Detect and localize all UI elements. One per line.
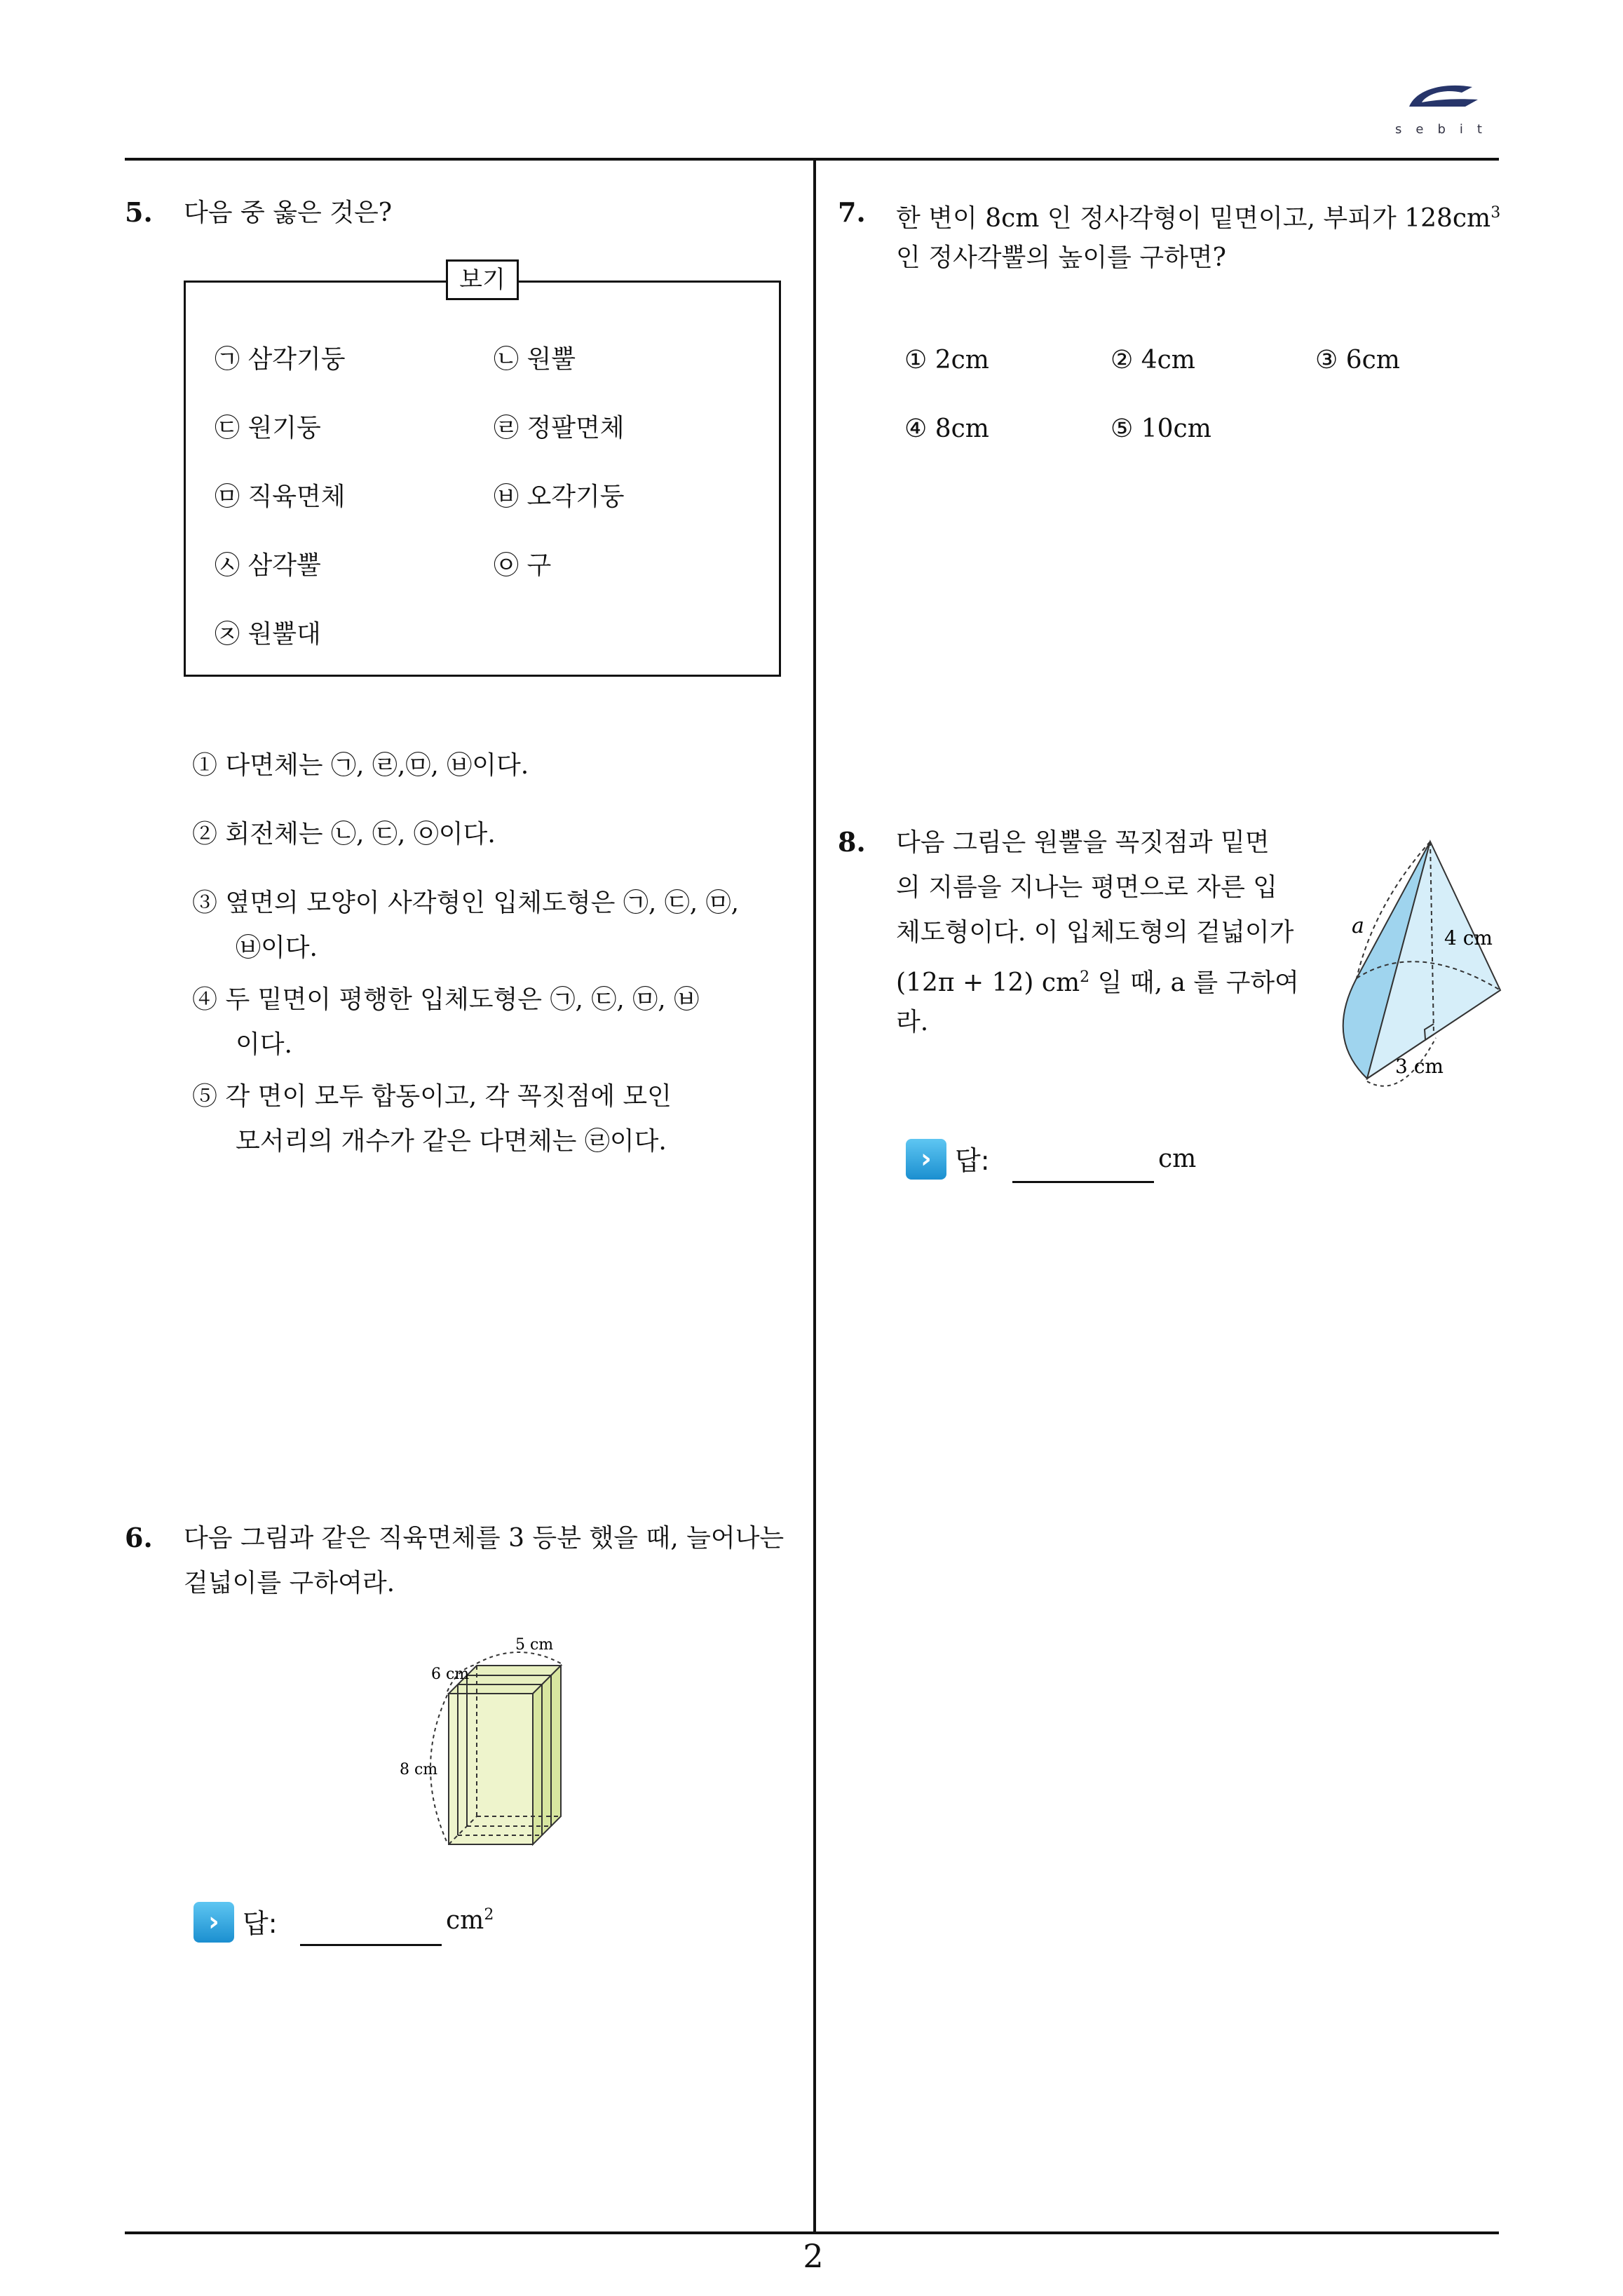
q6-label-depth: 6 cm [431,1666,470,1683]
bogi-item: ㉢ 원기둥 [215,414,321,443]
q7-choice-5[interactable]: ⑤ 10cm [1111,414,1211,443]
q5-text: 다음 중 옳은 것은? [184,198,393,227]
q5-option-5-cont: 모서리의 개수가 같은 다면체는 ㉣이다. [236,1127,667,1156]
q5-option-5[interactable]: ⑤ 각 면이 모두 합동이고, 각 꼭짓점에 모인 [192,1082,672,1111]
sebit-logo-mark [1395,79,1493,121]
q8-answer-field[interactable] [1012,1181,1154,1183]
page-number: 2 [803,2237,824,2275]
sebit-logo [1395,79,1496,142]
q6-cuboid-figure [393,1627,603,1858]
q8-half-cone-figure [1332,828,1514,1094]
q5-option-4-cont: 이다. [236,1030,292,1059]
q6-label-top: 5 cm [515,1636,554,1654]
q8-label-height: 4 cm [1444,926,1493,950]
q6-answer-unit: $cm^2$ [446,1906,494,1935]
q6-label-height: 8 cm [400,1761,438,1778]
bogi-item: ㉥ 오각기둥 [494,482,625,511]
q7-number: 7. [838,196,866,228]
q5-bogi-title: 보기 [446,259,519,300]
q8-text-line5: 라. [896,1008,929,1036]
q8-answer-label: 답: [955,1145,990,1176]
bogi-item: ㉨ 원뿔대 [215,620,321,649]
bogi-item: ㉠ 삼각기둥 [215,345,346,374]
q7-choice-1[interactable]: ① 2cm [904,346,989,374]
q5-option-2[interactable]: ② 회전체는 ㉡, ㉢, ㉧이다. [192,820,496,849]
q6-answer-label: 답: [243,1908,278,1939]
q8-label-slant: a [1352,914,1364,938]
q7-text-line1: 한 변이 8cm 인 정사각형이 밑면이고, 부피가 $128cm^3$ [896,204,1501,233]
column-divider [813,161,816,2231]
q6-answer-field[interactable] [300,1944,442,1946]
q5-option-3-cont: ㉥이다. [236,933,318,962]
q8-text-line3: 체도형이다. 이 입체도형의 겉넓이가 [896,918,1294,947]
q7-text-line2: 인 정사각뿔의 높이를 구하면? [896,243,1226,272]
q8-text-line4: (12π + 12) $cm^2$ 일 때, a 를 구하여 [896,968,1299,997]
bogi-item: ㉡ 원뿔 [494,345,576,374]
q7-choice-2[interactable]: ② 4cm [1111,346,1195,374]
bogi-item: ㉤ 직육면체 [215,482,346,511]
q8-text-line1: 다음 그림은 원뿔을 꼭짓점과 밑면 [896,828,1270,857]
q6-answer-arrow-icon: › [193,1902,234,1943]
bogi-item: ㉧ 구 [494,551,552,580]
q8-answer-unit: cm [1158,1144,1197,1173]
q8-answer-arrow-icon: › [906,1139,946,1180]
q8-label-radius: 3 cm [1395,1055,1444,1078]
q7-choice-3[interactable]: ③ 6cm [1315,346,1400,374]
q5-option-3[interactable]: ③ 옆면의 모양이 사각형인 입체도형은 ㉠, ㉢, ㉤, [192,889,740,917]
q8-number: 8. [838,826,866,858]
q5-option-4[interactable]: ④ 두 밑면이 평행한 입체도형은 ㉠, ㉢, ㉤, ㉥ [192,985,700,1014]
q6-number: 6. [125,1522,153,1553]
q5-option-1[interactable]: ① 다면체는 ㉠, ㉣,㉤, ㉥이다. [192,751,529,780]
q5-number: 5. [125,196,153,228]
q8-text-line2: 의 지름을 지나는 평면으로 자른 입 [896,873,1278,902]
footer-rule [125,2231,1499,2234]
q6-text-line2: 겉넓이를 구하여라. [184,1569,395,1598]
q7-choice-4[interactable]: ④ 8cm [904,414,989,443]
logo-text: sebit [1395,122,1496,137]
bogi-item: ㉦ 삼각뿔 [215,551,321,580]
bogi-item: ㉣ 정팔면체 [494,414,625,443]
q6-text-line1: 다음 그림과 같은 직육면체를 3 등분 했을 때, 늘어나는 [184,1524,785,1553]
header-rule [125,158,1499,161]
